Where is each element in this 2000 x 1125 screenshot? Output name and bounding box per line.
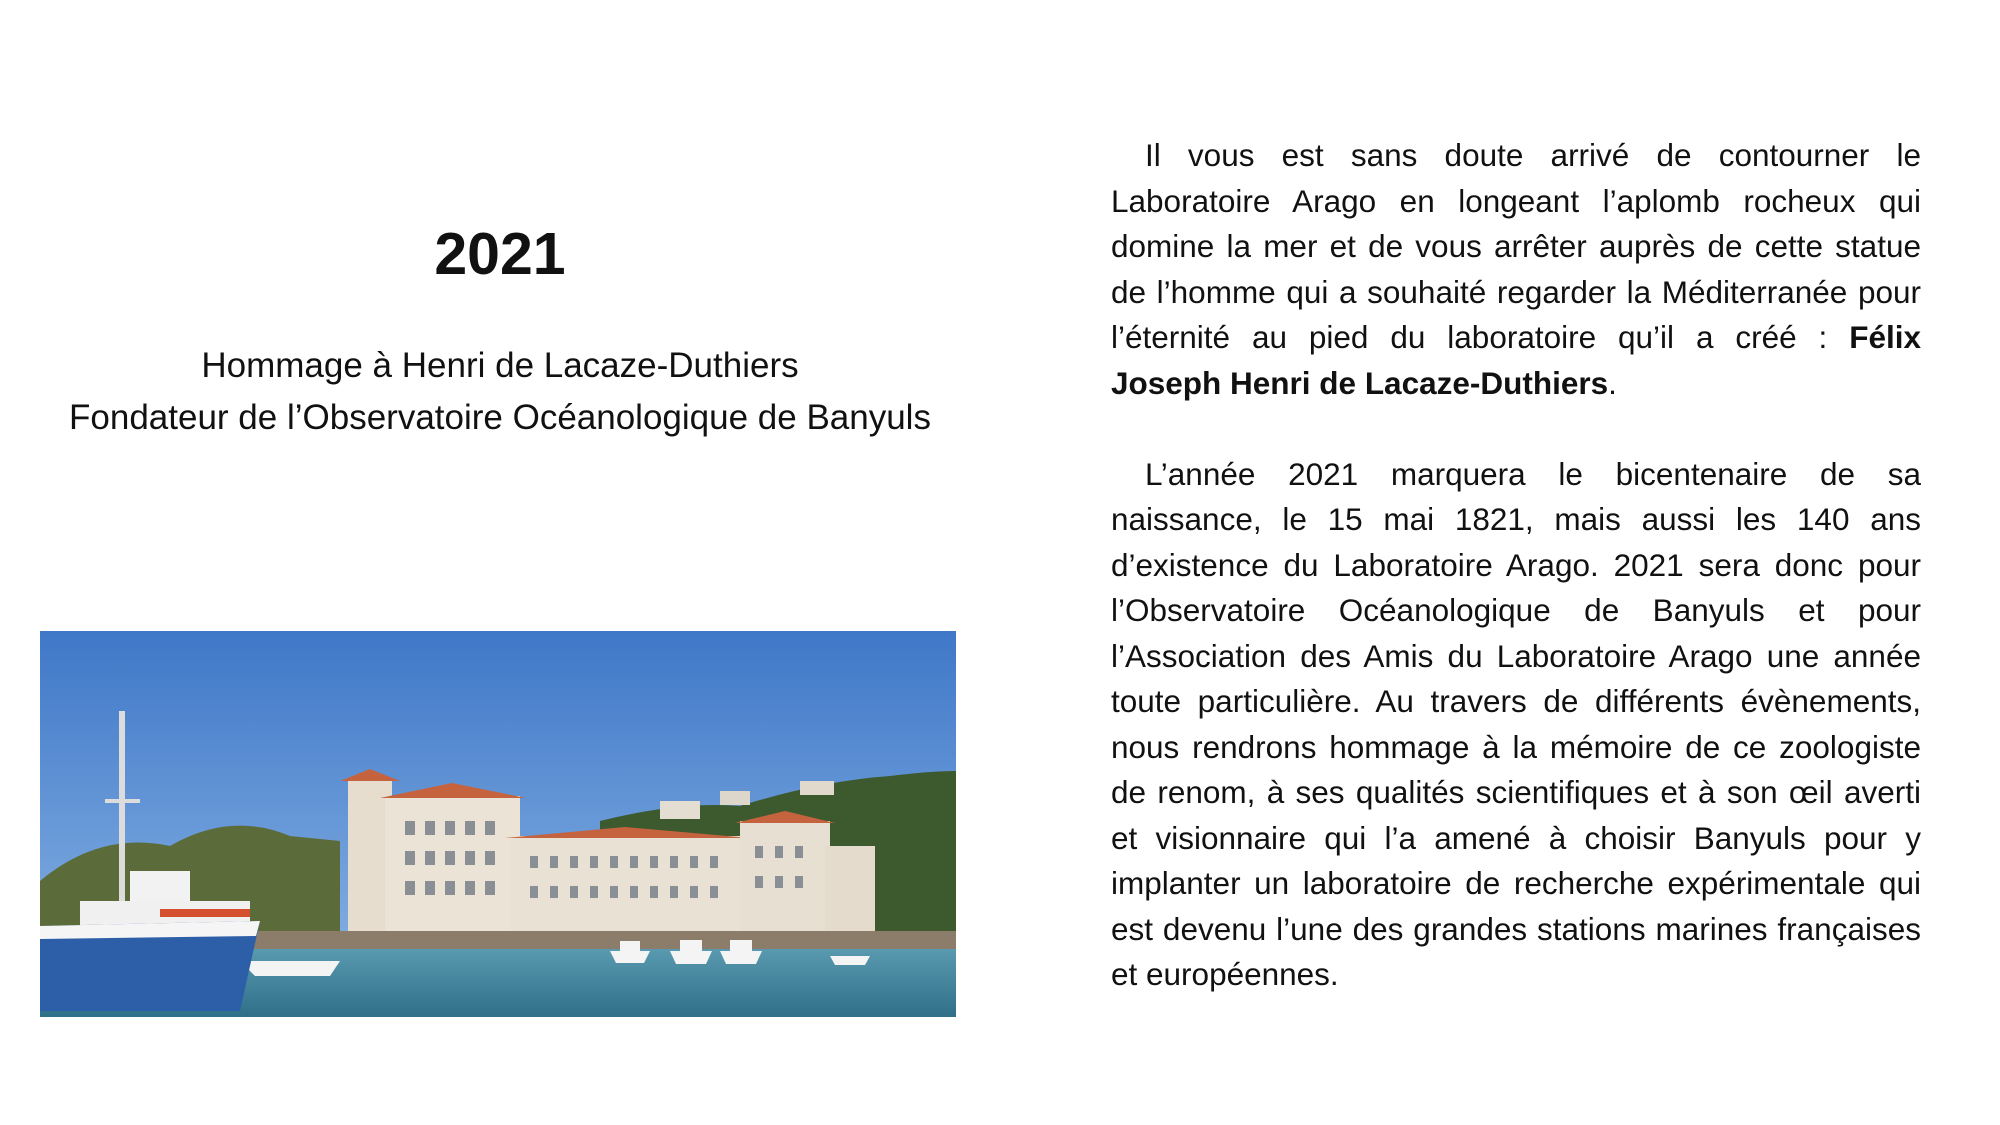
subtitle-line-1: Hommage à Henri de Lacaze-Duthiers <box>201 346 799 385</box>
paragraph-1-end: . <box>1608 364 1617 401</box>
article-text <box>1111 133 1921 998</box>
page-subtitle <box>30 340 970 444</box>
laboratory-photo <box>40 631 956 1017</box>
paragraph-1 <box>1111 133 1921 406</box>
paragraph-1-text: Il vous est sans doute arrivé de contourner le Laboratoire Arago en longeant l’aplomb rocheux qui domine la mer et de vous arrêter auprès de cette statue de l’homme qui a souhaité regarder la Méditerranée pour l’éternité au pied du laboratoire qu’il a créé : <box>1111 137 1921 355</box>
page-year: 2021 <box>434 221 566 287</box>
subtitle-line-2: Fondateur de l’Observatoire Océanologique de Banyuls <box>69 398 931 437</box>
main-building <box>385 796 520 941</box>
founder-name: Félix Joseph Henri de Lacaze-Duthiers <box>1111 319 1921 401</box>
paragraph-2: L’année 2021 marquera le bicentenaire de sa naissance, le 15 mai 1821, mais aussi les 140 ans d’existence du Laboratoire Arago. 2021 sera donc pour l’Observatoire Océanologique de Banyuls et pour l’Association des Amis du Laboratoire Arago une année toute particulière. Au travers de différents évènements, nous rendrons hommage à la mémoire de ce zoologiste de renom, à ses qualités scientifiques et à son œil averti et visionnaire qui l’a amené à choisir Banyuls pour y implanter un laboratoire de recherche expérimentale qui est devenu l’une des grandes stations marines françaises et européennes. <box>1111 455 1921 992</box>
